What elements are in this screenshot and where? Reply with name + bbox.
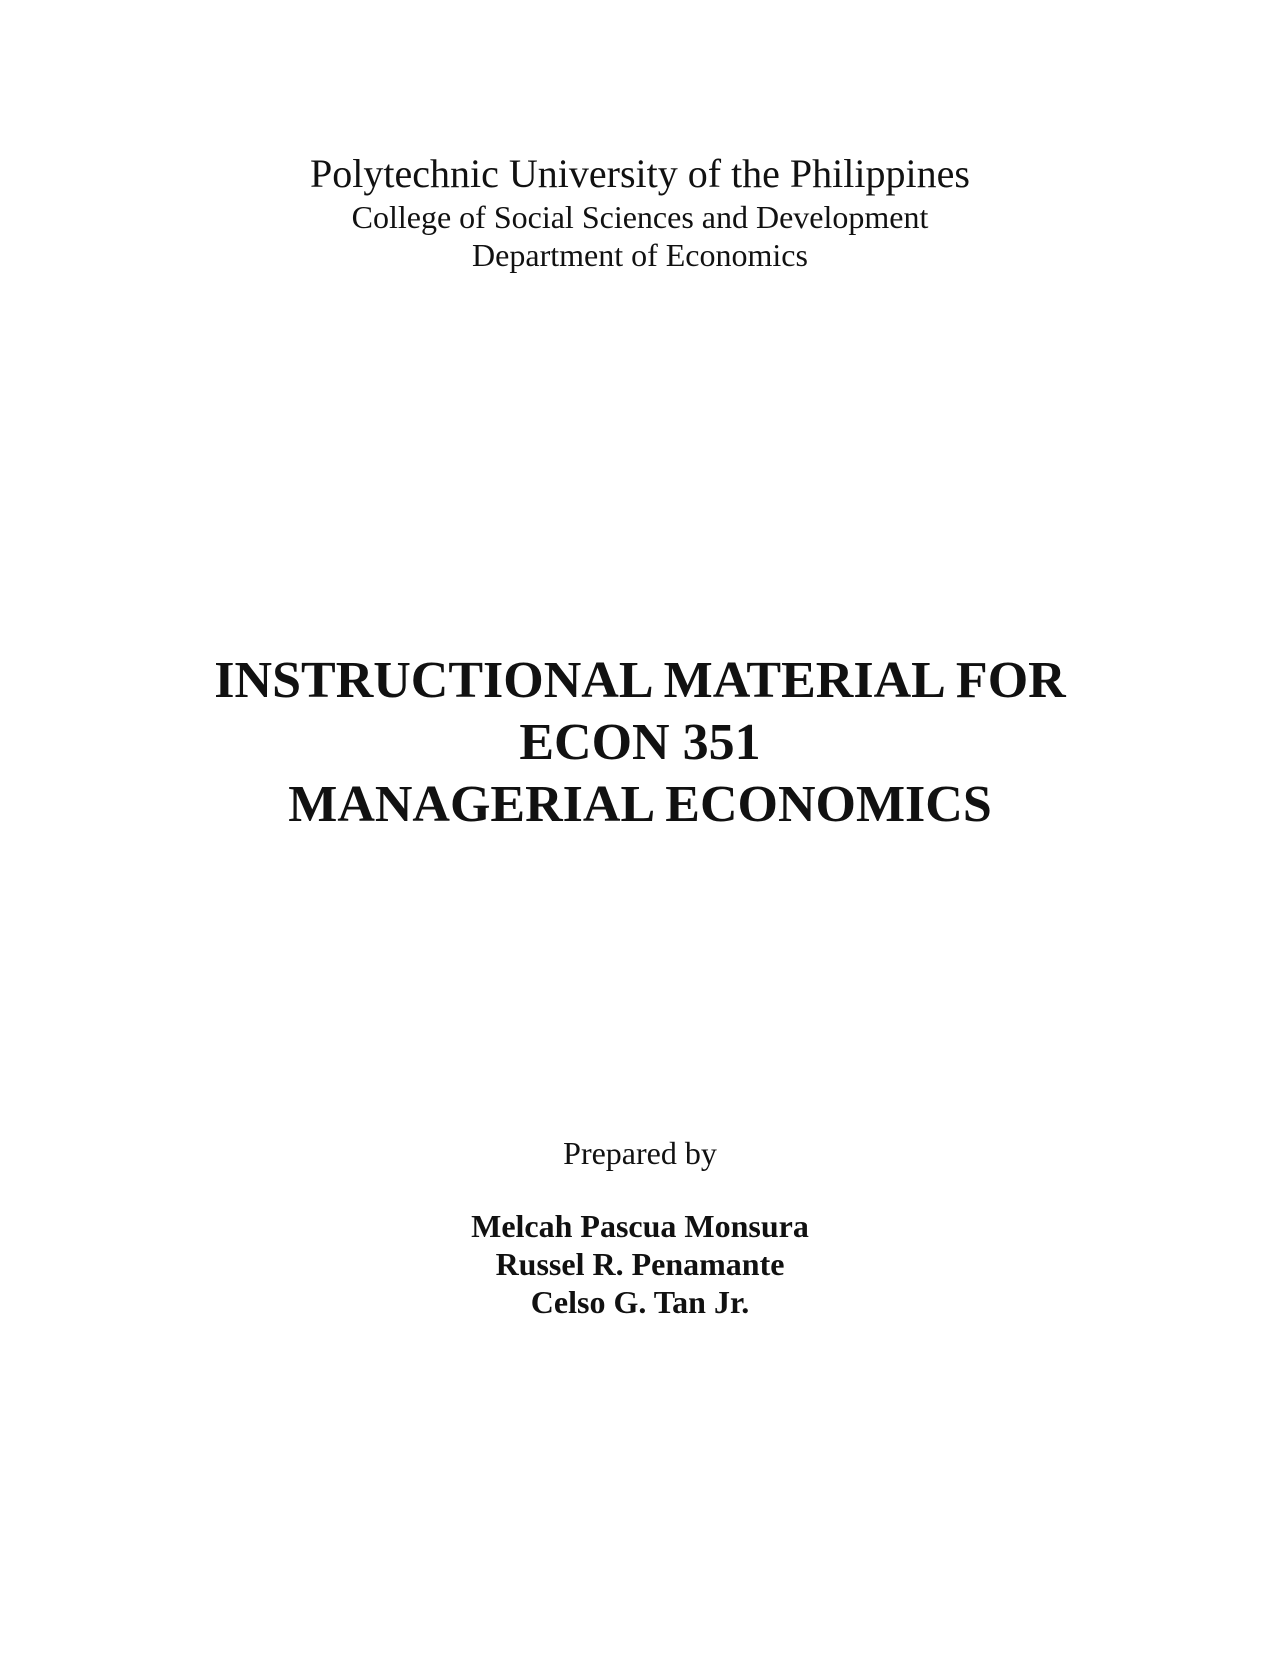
prepared-by-section bbox=[0, 1133, 1280, 1173]
university-name: Polytechnic University of the Philippines bbox=[310, 151, 970, 196]
department-name: Department of Economics bbox=[472, 237, 808, 273]
title-line-1: INSTRUCTIONAL MATERIAL FOR bbox=[214, 652, 1066, 709]
institution-header bbox=[0, 150, 1280, 274]
author-list bbox=[0, 1207, 1280, 1321]
prepared-by-label: Prepared by bbox=[563, 1135, 717, 1171]
document-title bbox=[0, 650, 1280, 836]
author-name: Celso G. Tan Jr. bbox=[530, 1284, 750, 1320]
course-code: ECON 351 bbox=[519, 714, 761, 771]
author-name: Melcah Pascua Monsura bbox=[471, 1208, 809, 1244]
college-name: College of Social Sciences and Development bbox=[351, 199, 929, 235]
author-name: Russel R. Penamante bbox=[495, 1246, 785, 1282]
course-title: MANAGERIAL ECONOMICS bbox=[288, 776, 992, 833]
